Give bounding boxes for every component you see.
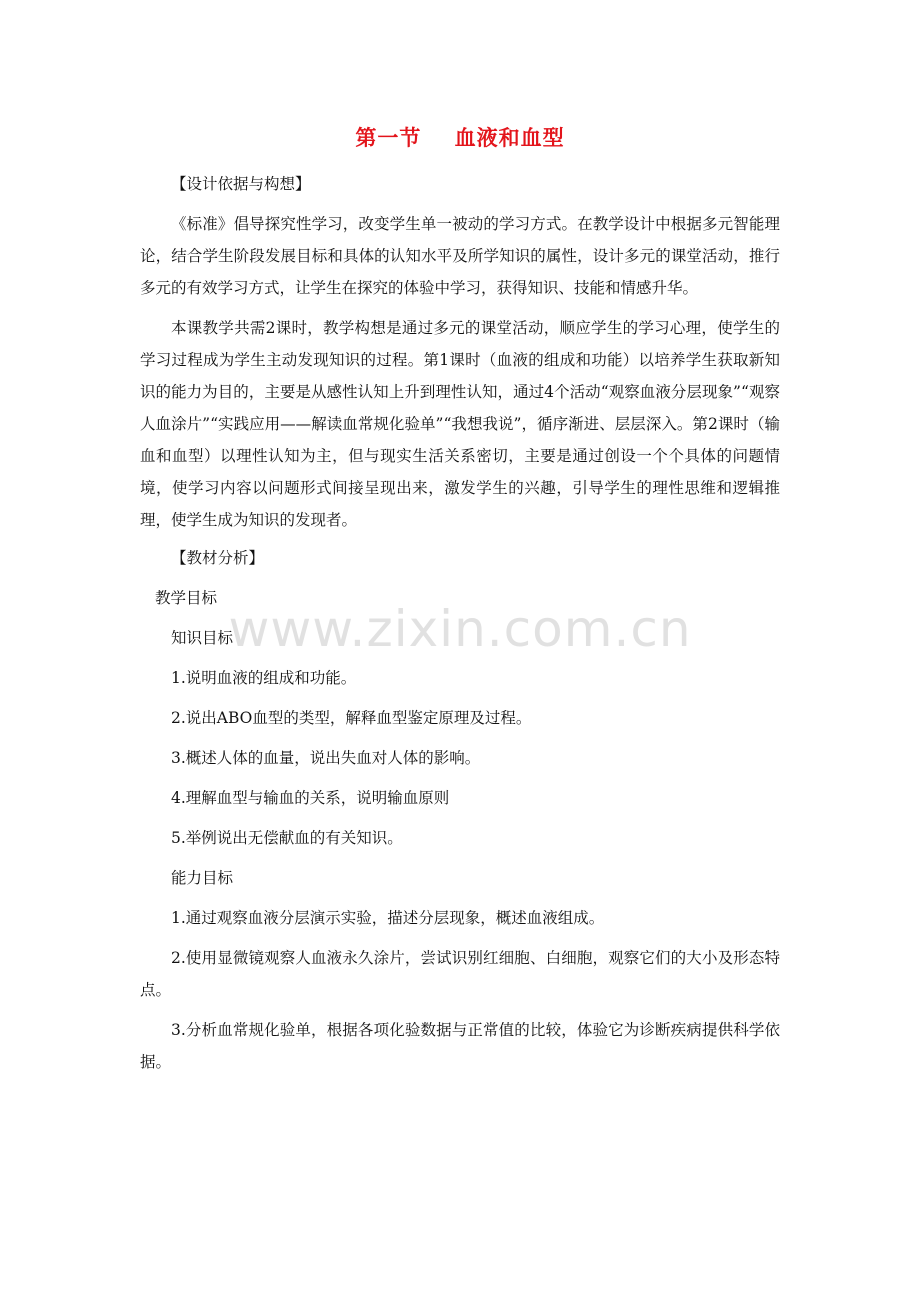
list-item: 3.概述人体的血量，说出失血对人体的影响。 [171,749,481,767]
knowledge-goals-heading: 知识目标 [171,629,234,647]
teaching-goals-heading: 教学目标 [155,589,218,607]
document-body [140,168,780,1078]
list-item: 3.分析血常规化验单，根据各项化验数据与正常值的比较，体验它为诊断疾病提供科学依据。 [140,1021,780,1071]
list-item: 1.通过观察血液分层演示实验，描述分层现象，概述血液组成。 [171,909,605,927]
list-item: 5.举例说出无偿献血的有关知识。 [171,829,403,847]
watermark: www.zixin.com.cn [228,600,692,658]
section-heading-material-analysis: 【教材分析】 [171,549,265,567]
paragraph-standard: 《标准》倡导探究性学习，改变学生单一被动的学习方式。在教学设计中根据多元智能理论，结合学生阶段发展目标和具体的认知水平及所学知识的属性，设计多元的课堂活动，推行多元的有效学习方式，让学生在探究的体验中学习，获得知识、技能和情感升华。 [140,215,780,297]
page-title: 第一节 血液和血型 [355,125,565,150]
list-item: 1.说明血液的组成和功能。 [171,669,357,687]
list-item: 2.说出ABO血型的类型，解释血型鉴定原理及过程。 [171,709,532,727]
list-item: 4.理解血型与输血的关系，说明输血原则 [171,789,450,807]
paragraph-lesson-plan: 本课教学共需2课时，教学构想是通过多元的课堂活动，顺应学生的学习心理，使学生的学习过程成为学生主动发现知识的过程。第1课时（血液的组成和功能）以培养学生获取新知识的能力为目的，主要是从感性认知上升到理性认知，通过4个活动“观察血液分层现象”“观察人血涂片”“实践应用——解读血常规化验单”“我想我说”，循序渐进、层层深入。第2课时（输血和血型）以理性认知为主，但与现实生活关系密切，主要是通过创设一个个具体的问题情境，使学习内容以问题形式间接呈现出来，激发学生的兴趣，引导学生的理性思维和逻辑推理，使学生成为知识的发现者。 [140,319,780,529]
list-item: 2.使用显微镜观察人血液永久涂片，尝试识别红细胞、白细胞，观察它们的大小及形态特点。 [140,949,780,999]
ability-goals-heading: 能力目标 [171,869,234,887]
section-heading-design-basis: 【设计依据与构想】 [171,175,311,193]
